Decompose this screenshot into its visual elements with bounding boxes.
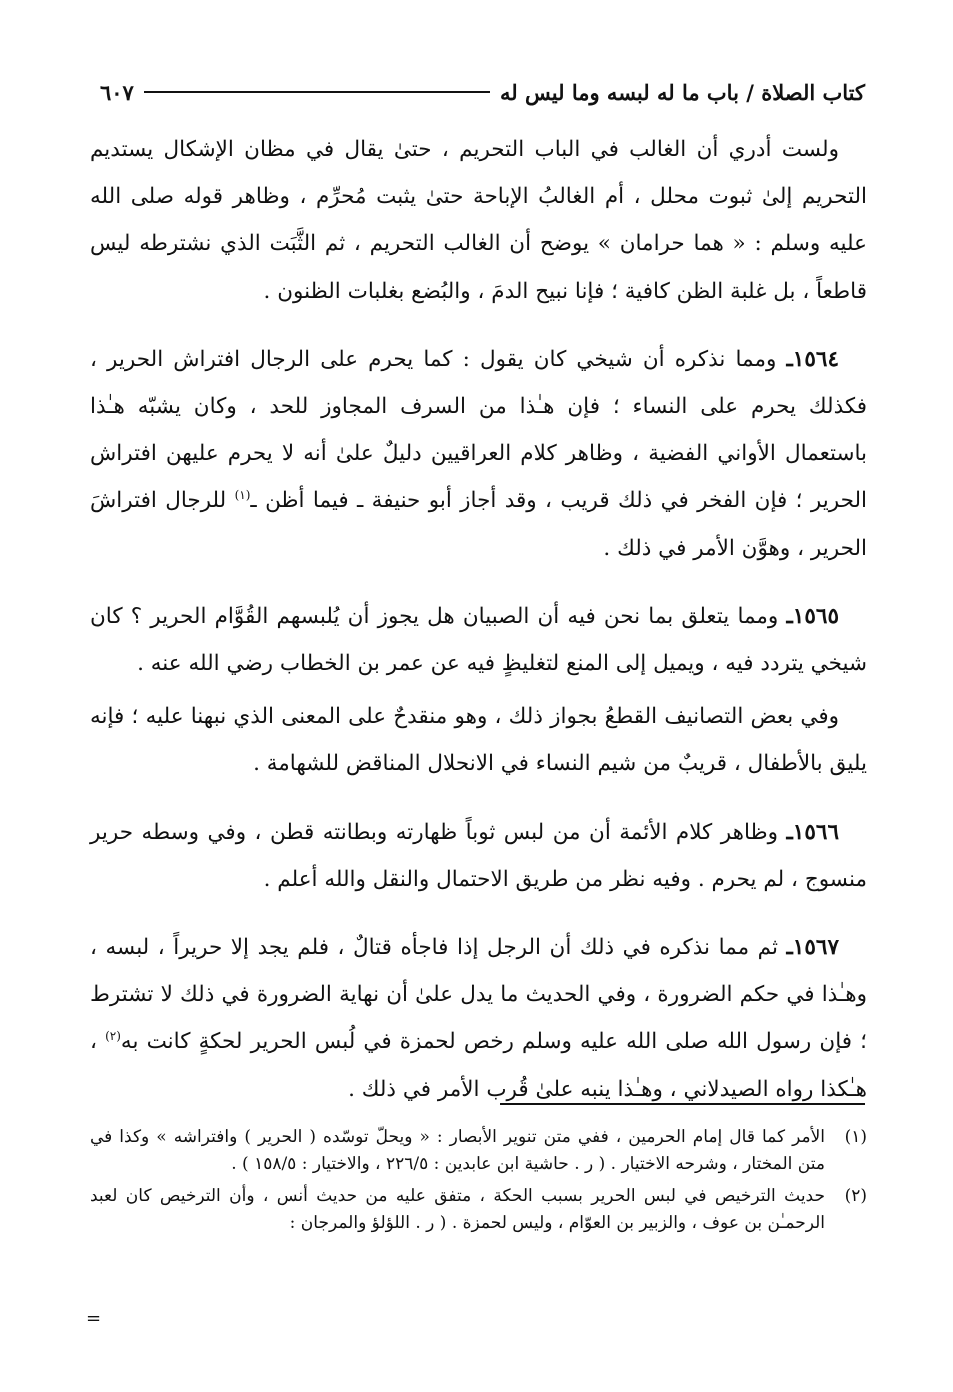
paragraph-text: وفي بعض التصانيف القطعُ بجواز ذلك ، وهو منقدحٌ على المعنى الذي نبهنا عليه ؛ فإنه يليق بالأطفال ، قريبٌ من شيم النساء في الانحلال المناقض للشهامة . [90, 704, 867, 777]
paragraph-continuation [90, 693, 867, 787]
paragraph-text: للرجال افتراشَ الحرير ، وهوَّن الأمر في ذلك . [90, 488, 867, 561]
paragraph-number: ١٥٦٧ـ [786, 935, 839, 961]
footnote-mark: (٢) [844, 1186, 867, 1206]
paragraph-number: ١٥٦٤ـ [786, 346, 839, 372]
footnote-text: الأمر كما قال إمام الحرمين ، ففي متن تنوير الأبصار : « ويحلّ توسّده ( الحرير ) وافتراشه » وكذا في متن المختار ، وشرحه الاختيار . ( ر . حاشية ابن عابدين : ٢٢٦/٥ ، والاختيار : ١٥٨/٥ ) . [90, 1127, 825, 1174]
footnote [90, 1183, 867, 1236]
paragraph-text: وظاهر كلام الأئمة أن من لبس ثوباً ظهارته وبطانته قطن ، وفي وسطه حرير منسوج ، لم يحرم . وفيه نظر من طريق الاحتمال والنقل والله أعلم . [90, 819, 867, 892]
paragraph-1567 [90, 924, 867, 1113]
footnote [90, 1124, 867, 1177]
paragraph-1566 [90, 809, 867, 903]
paragraph-number: ١٥٦٦ـ [786, 819, 839, 845]
footnote-mark: (١) [844, 1127, 867, 1147]
header-rule [144, 91, 490, 93]
page-number: ٦٠٧ [100, 79, 134, 105]
paragraph-text: ومما يتعلق بما نحن فيه أن الصبيان هل يجوز أن يُلبسهم القُوَّام الحرير ؟ كان شيخي يتردد فيه ، ويميل إلى المنع لتغليظٍ فيه عن عمر بن الخطاب رضي الله عنه . [90, 603, 867, 677]
main-text [90, 126, 867, 1113]
footnote-separator [500, 1103, 865, 1105]
footnote-ref[interactable]: (١) [234, 488, 251, 503]
paragraph-text: ومما نذكره أن شيخي كان يقول : كما يحرم على الرجال افتراش الحرير ، فكذلك يحرم على النساء ؛ فإن هـٰذا من السرف المجاوز للحد ، وكان يشبّه هـٰذا باستعمال الأواني الفضية ، وظاهر كلام العراقيين دليلٌ علىٰ أنه لا يحرم عليهن افتراش الحرير ؛ فإن الفخر في ذلك قريب ، وقد أجاز أبو حنيفة ـ فيما أظن ـ [90, 346, 867, 514]
paragraph-1564 [90, 336, 867, 572]
footnotes [90, 1124, 867, 1242]
continuation-mark: = [86, 1308, 102, 1329]
paragraph-text: ثم مما نذكره في ذلك أن الرجل إذا فاجأه قتالٌ ، فلم يجد إلا حريراً ، لبسه ، وهـٰذا في حكم الضرورة ، وفي الحديث ما يدل علىٰ أن نهاية الضرورة في ذلك لا تشترط ؛ فإن رسول الله صلى الله عليه وسلم رخص لحمزة في لُبس الحرير لحكةٍ كانت به [90, 935, 867, 1055]
paragraph-intro [90, 126, 867, 315]
paragraph-number: ١٥٦٥ـ [786, 603, 839, 629]
paragraph-text: ولست أدري أن الغالب في الباب التحريم ، حتىٰ يقال في مظان الإشكال يستديم التحريم إلىٰ ثبوت محلل ، أم الغالبُ الإباحة حتىٰ يثبت مُحرِّم ، وظاهر قوله صلى الله عليه وسلم : « هما حرامان » يوضح أن الغالب التحريم ، ثم الثَّبَت الذي نشترطه ليس قاطعاً ، بل غلبة الظن كافية ؛ فإنا نبيح الدمَ ، والبُضع بغلبات الظنون . [90, 137, 867, 304]
header-title: كتاب الصلاة / باب ما له لبسه وما ليس له [500, 79, 865, 105]
paragraph-text: ، هـٰكذا رواه الصيدلاني ، وهـٰذا ينبه علىٰ قُرب الأمر في ذلك . [90, 1029, 867, 1102]
footnote-ref[interactable]: (٢) [105, 1029, 121, 1044]
running-header [100, 72, 865, 112]
footnote-text: حديث الترخيص في لبس الحرير بسبب الحكة ، متفق عليه من حديث أنس ، وأن الترخيص كان لعبد الرحمـٰن بن عوف ، والزبير بن العوّام ، وليس لحمزة . ( ر . اللؤلؤ والمرجان : [90, 1186, 825, 1233]
paragraph-1565 [90, 593, 867, 687]
